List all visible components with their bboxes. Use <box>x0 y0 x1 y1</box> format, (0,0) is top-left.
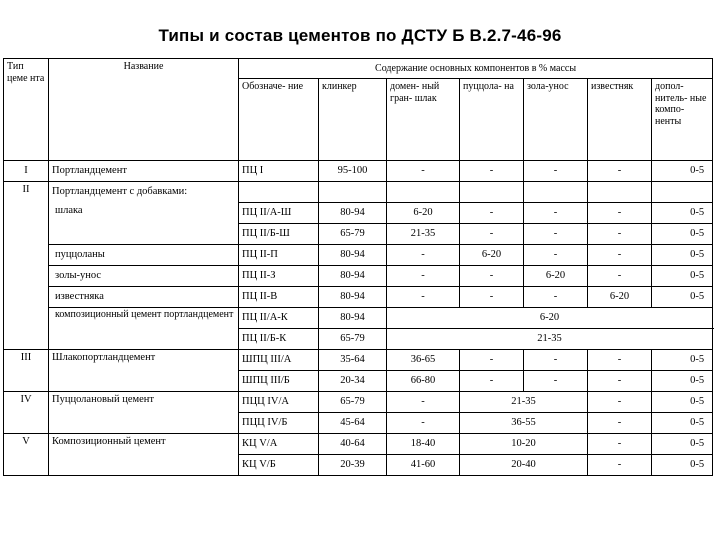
page-title: Типы и состав цементов по ДСТУ Б В.2.7-46-96 <box>158 26 562 45</box>
cell-flyash: - <box>524 161 588 182</box>
cell-additional: 0-5 <box>652 245 713 266</box>
cell-code: ПЦ II-З <box>239 266 319 287</box>
cell-flyash: - <box>524 371 588 392</box>
cell-pozzolan: - <box>460 161 524 182</box>
cell-clinker: 80-94 <box>319 266 387 287</box>
header-slag: домен- ный гран- шлак <box>387 79 460 161</box>
cell-pozzolan: - <box>460 266 524 287</box>
cell-additional: 0-5 <box>652 266 713 287</box>
table-row <box>4 392 713 413</box>
cell-limestone: - <box>588 161 652 182</box>
cell-slag: 41-60 <box>387 455 460 476</box>
cell-pozzolan: - <box>460 350 524 371</box>
cell-pozzolan-flyash: 36-55 <box>460 413 588 434</box>
cell-pozzolan-flyash: 20-40 <box>460 455 588 476</box>
cell-limestone: - <box>588 266 652 287</box>
cell-limestone: - <box>588 371 652 392</box>
table-header-row <box>4 59 713 79</box>
cell-code: КЦ V/Б <box>239 455 319 476</box>
cell-limestone: - <box>588 413 652 434</box>
cell-name: Композиционный цемент <box>49 434 239 476</box>
cell-slag: - <box>387 266 460 287</box>
header-limestone: известняк <box>588 79 652 161</box>
cell-slag: - <box>387 392 460 413</box>
cell-slag: - <box>387 287 460 308</box>
cell-clinker: 20-34 <box>319 371 387 392</box>
header-content: Содержание основных компонентов в % массы <box>239 59 713 79</box>
cell-slag: 6-20 <box>387 203 460 224</box>
cell-slag: 36-65 <box>387 350 460 371</box>
cell-clinker: 80-94 <box>319 203 387 224</box>
cell-name: Пуццолановый цемент <box>49 392 239 434</box>
table-row <box>4 161 713 182</box>
cell-pozzolan: - <box>460 371 524 392</box>
cell-type: II <box>4 182 49 350</box>
cell-limestone: - <box>588 245 652 266</box>
cell-code: ШПЦ III/Б <box>239 371 319 392</box>
header-flyash: зола-унос <box>524 79 588 161</box>
cell-pozzolan: - <box>460 287 524 308</box>
cell-clinker: 95-100 <box>319 161 387 182</box>
cell-name: Шлакопортландцемент <box>49 350 239 392</box>
header-name: Название <box>49 59 239 161</box>
cell-limestone: - <box>588 434 652 455</box>
cell-name: золы-унос <box>49 266 239 287</box>
cell-clinker: 80-94 <box>319 287 387 308</box>
cell-additional: 0-5 <box>652 413 713 434</box>
cell-limestone: 6-20 <box>588 287 652 308</box>
cell-code: ПЦ II/Б-К <box>239 329 319 350</box>
header-type: Тип цеме нта <box>4 59 49 161</box>
cell-additional: 0-5 <box>652 434 713 455</box>
cell-code: ПЦ II-В <box>239 287 319 308</box>
cell-code: ПЦ II/А-Ш <box>239 203 319 224</box>
cell-code: ПЦ II/А-К <box>239 308 319 329</box>
cell-flyash: - <box>524 224 588 245</box>
cell-clinker: 65-79 <box>319 224 387 245</box>
cell-name: Портландцемент с добавками: <box>49 182 239 203</box>
table-row <box>4 245 713 266</box>
table-row <box>4 203 713 224</box>
cell-additional: 0-5 <box>652 224 713 245</box>
cell-additional: 0-5 <box>652 287 713 308</box>
cell-name: шлака <box>49 203 239 245</box>
cell-additional: 0-5 <box>652 392 713 413</box>
cell-code: КЦ V/А <box>239 434 319 455</box>
cell-limestone: - <box>588 392 652 413</box>
cell-code: ШПЦ III/А <box>239 350 319 371</box>
cell-clinker: 65-79 <box>319 392 387 413</box>
header-clinker: клинкер <box>319 79 387 161</box>
cell-additional: 0-5 <box>652 203 713 224</box>
cell-clinker: 45-64 <box>319 413 387 434</box>
cell-pozzolan-flyash: 21-35 <box>460 392 588 413</box>
cell-name: известняка <box>49 287 239 308</box>
table-row <box>4 350 713 371</box>
cell-code: ПЦ II/Б-Ш <box>239 224 319 245</box>
cell-clinker: 65-79 <box>319 329 387 350</box>
cell-name: композиционный цемент портландцемент <box>49 308 239 350</box>
cell-flyash: - <box>524 203 588 224</box>
cell-name: Портландцемент <box>49 161 239 182</box>
table-row <box>4 287 713 308</box>
cell-flyash: - <box>524 245 588 266</box>
cell-additional: 0-5 <box>652 371 713 392</box>
cell-merged-components: 6-20 <box>387 308 713 329</box>
cell-slag: - <box>387 161 460 182</box>
cell-additional: 0-5 <box>652 455 713 476</box>
cell-code: ПЦ I <box>239 161 319 182</box>
cement-types-table <box>3 58 713 476</box>
cell-clinker: 35-64 <box>319 350 387 371</box>
cell-slag: 66-80 <box>387 371 460 392</box>
header-pozzolan: пуццола- на <box>460 79 524 161</box>
cell-clinker: 80-94 <box>319 245 387 266</box>
cell-type: IV <box>4 392 49 434</box>
cell-limestone: - <box>588 350 652 371</box>
cell-pozzolan: - <box>460 224 524 245</box>
cell-limestone: - <box>588 455 652 476</box>
cell-limestone: - <box>588 203 652 224</box>
table-row <box>4 434 713 455</box>
cell-type: III <box>4 350 49 392</box>
cell-clinker: 20-39 <box>319 455 387 476</box>
cell-slag: - <box>387 413 460 434</box>
cell-flyash: - <box>524 350 588 371</box>
table-row <box>4 266 713 287</box>
cell-flyash: 6-20 <box>524 266 588 287</box>
cell-pozzolan: 6-20 <box>460 245 524 266</box>
table-row <box>4 308 713 329</box>
cell-merged-components: 21-35 <box>387 329 713 350</box>
cell-clinker: 80-94 <box>319 308 387 329</box>
cell-additional: 0-5 <box>652 350 713 371</box>
cell-code: ПЦЦ IV/Б <box>239 413 319 434</box>
cell-slag: - <box>387 245 460 266</box>
cell-type: V <box>4 434 49 476</box>
cell-limestone: - <box>588 224 652 245</box>
cell-clinker: 40-64 <box>319 434 387 455</box>
cell-code: ПЦ II-П <box>239 245 319 266</box>
header-additional: допол- нитель- ные компо- ненты <box>652 79 713 161</box>
cell-name: пуццоланы <box>49 245 239 266</box>
cell-type: I <box>4 161 49 182</box>
cell-pozzolan: - <box>460 203 524 224</box>
cell-slag: 21-35 <box>387 224 460 245</box>
table-row <box>4 182 713 203</box>
header-designation: Обозначе- ние <box>239 79 319 161</box>
cell-additional: 0-5 <box>652 161 713 182</box>
cell-pozzolan-flyash: 10-20 <box>460 434 588 455</box>
cell-flyash: - <box>524 287 588 308</box>
cell-slag: 18-40 <box>387 434 460 455</box>
cell-code: ПЦЦ IV/А <box>239 392 319 413</box>
